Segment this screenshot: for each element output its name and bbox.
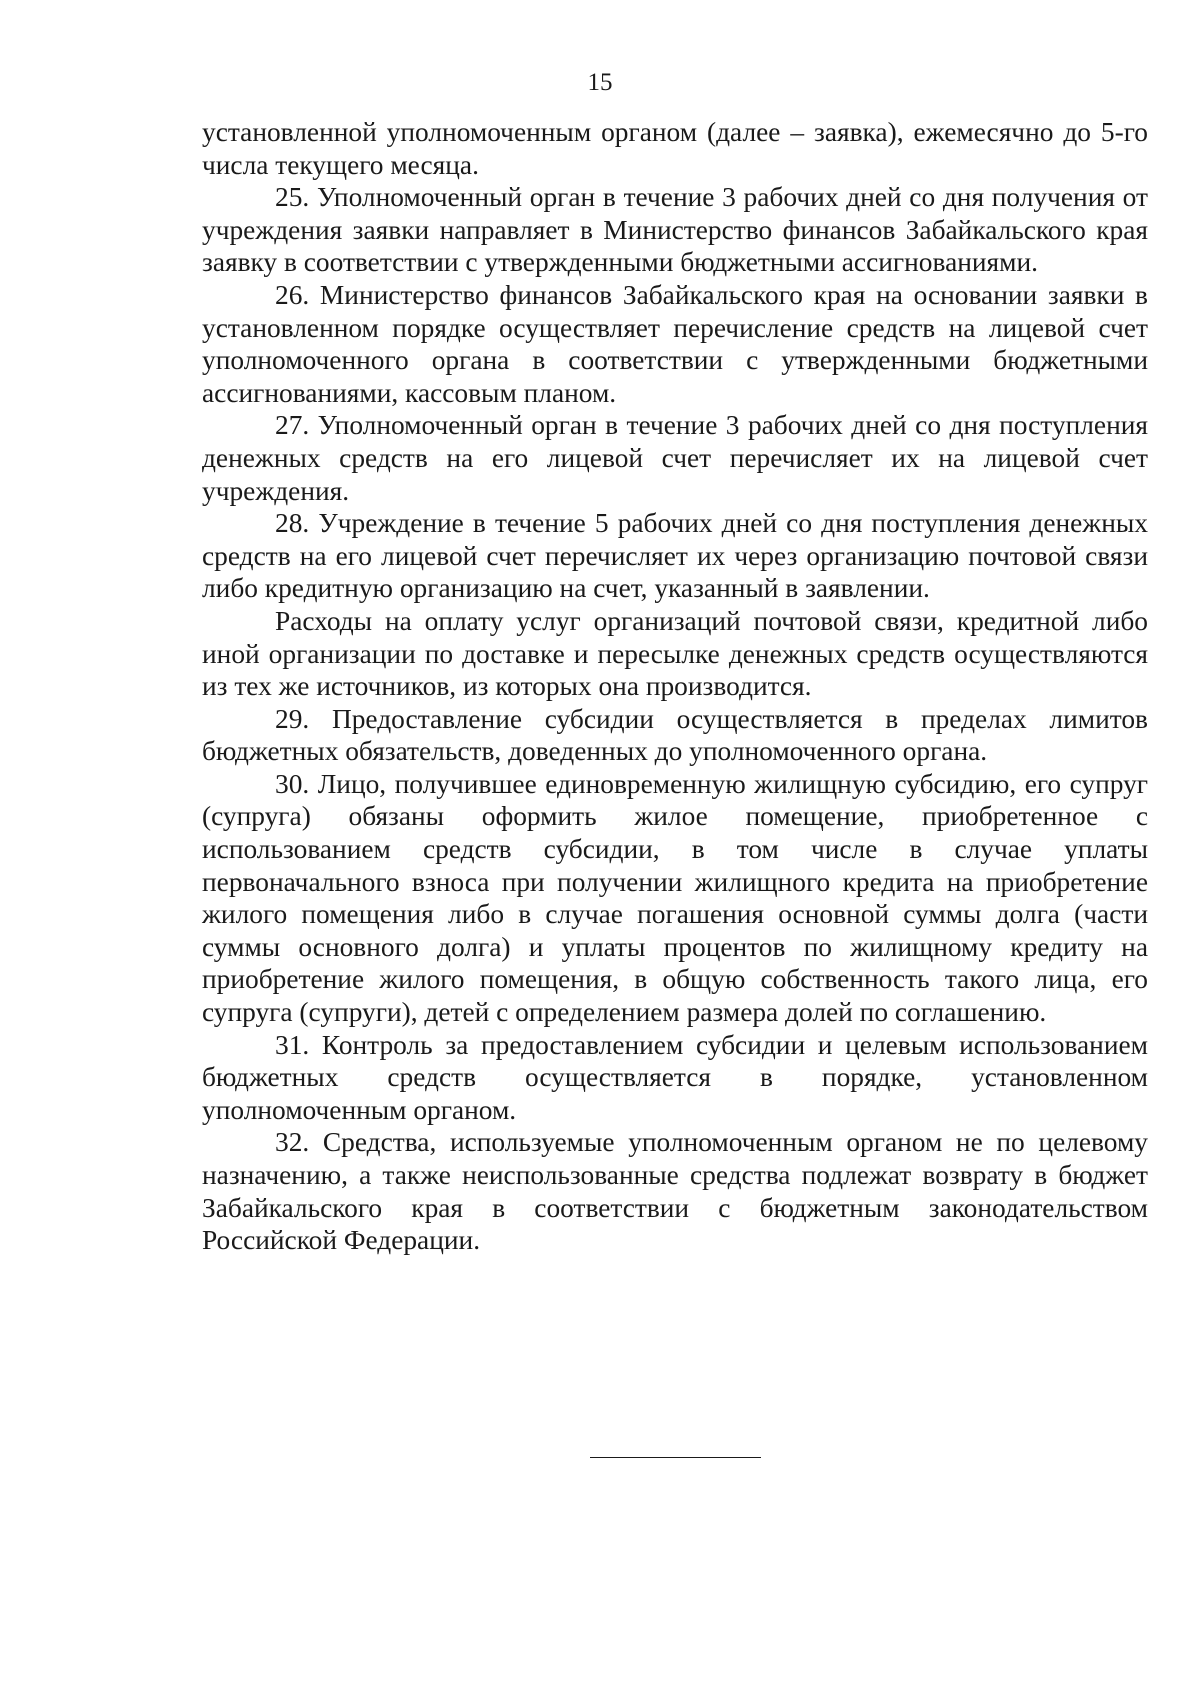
paragraph-expenses: Расходы на оплату услуг организаций почтовой связи, кредитной либо иной организации по доставке и пересылке денежных средств осуществляются из тех же источников, из которых она производится.	[202, 605, 1148, 702]
paragraph-item-25: 25. Уполномоченный орган в течение 3 рабочих дней со дня получения от учреждения заявки направляет в Министерство финансов Забайкальского края заявку в соответствии с утвержденными бюджетными ассигнованиями.	[202, 182, 1148, 278]
page-number: 15	[587, 69, 613, 96]
paragraph-item-31: 31. Контроль за предоставлением субсидии и целевым использованием бюджетных средств осуществляется в порядке, установленном уполномоченным органом.	[202, 1029, 1148, 1125]
end-of-document-rule	[590, 1457, 761, 1458]
paragraph-item-29: 29. Предоставление субсидии осуществляется в пределах лимитов бюджетных обязательств, доведенных до уполномоченного органа.	[202, 703, 1148, 767]
paragraph-item-28: 28. Учреждение в течение 5 рабочих дней со дня поступления денежных средств на его лицевой счет перечисляет их через организацию почтовой связи либо кредитную организацию на счет, указанный в заявлении.	[202, 508, 1148, 604]
paragraph-item-26: 26. Министерство финансов Забайкальского края на основании заявки в установленном порядке осуществляет перечисление средств на лицевой счет уполномоченного органа в соответствии с утвержденными бюджетными ассигнованиями, кассовым планом.	[202, 279, 1148, 408]
paragraph-item-30: 30. Лицо, получившее единовременную жилищную субсидию, его супруг (супруга) обязаны оформить жилое помещение, приобретенное с использованием средств субсидии, в том числе в случае уплаты первоначального взноса при получении жилищного кредита на приобретение жилого помещения либо в случае погашения основной суммы долга (части суммы основного долга) и уплаты процентов по жилищному кредиту на приобретение жилого помещения, в общую собственность такого лица, его супруга (супруги), детей с определением размера долей по соглашению.	[202, 768, 1148, 1028]
paragraph-continuation: установленной уполномоченным органом (далее – заявка), ежемесячно до 5-го числа текущего месяца.	[202, 117, 1148, 180]
paragraph-item-32: 32. Средства, используемые уполномоченным органом не по целевому назначению, а также неиспользованные средства подлежат возврату в бюджет Забайкальского края в соответствии с бюджетным законодательством Российской Федерации.	[202, 1127, 1148, 1256]
paragraph-item-27: 27. Уполномоченный орган в течение 3 рабочих дней со дня поступления денежных средств на его лицевой счет перечисляет их на лицевой счет учреждения.	[202, 410, 1148, 506]
document-body	[202, 116, 1148, 1257]
